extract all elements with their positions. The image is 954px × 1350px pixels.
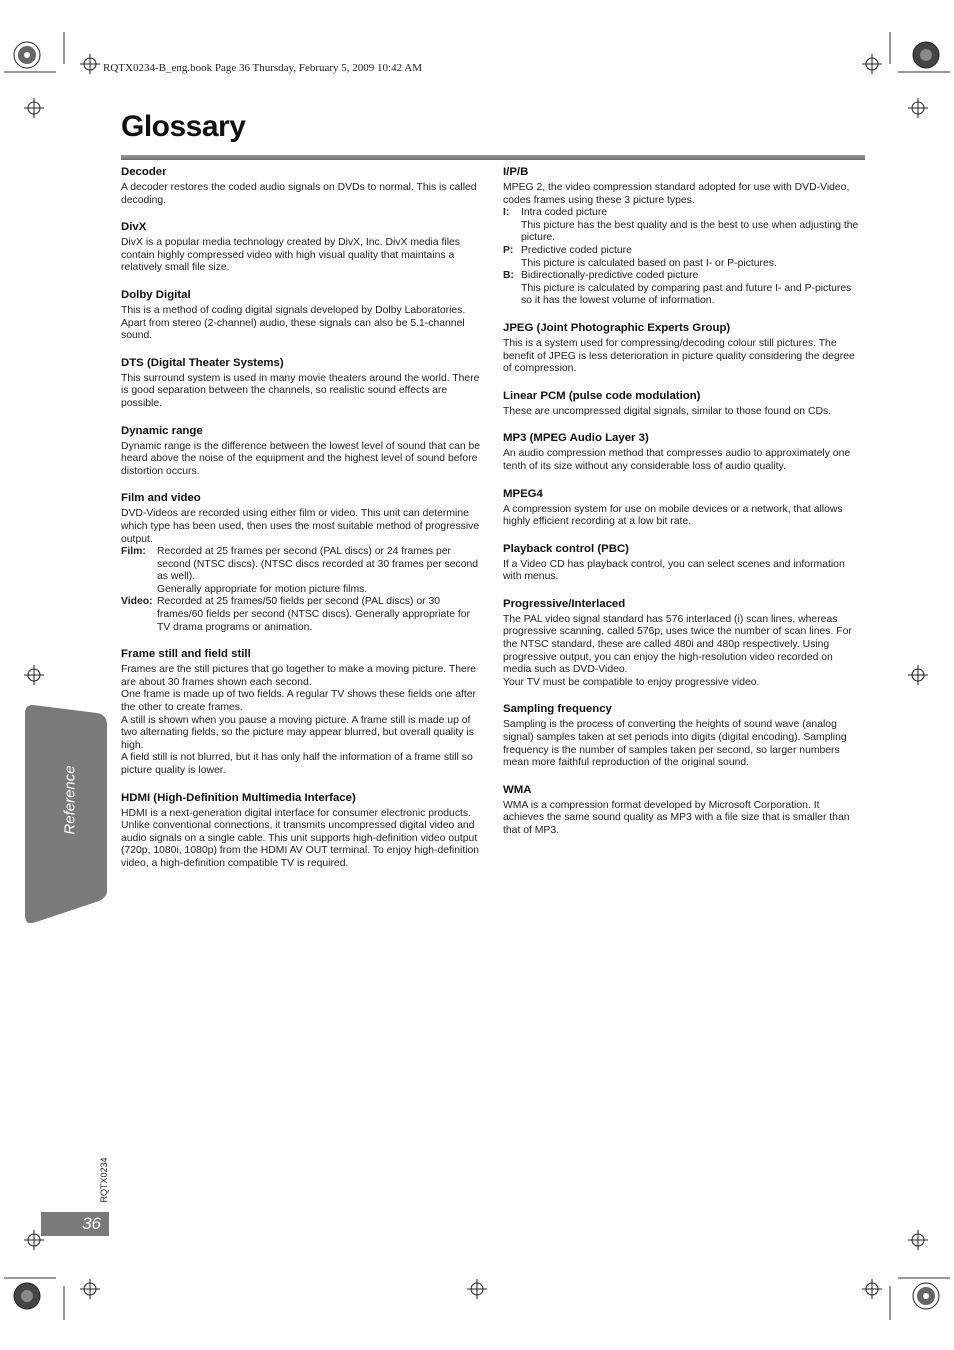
video-text: Recorded at 25 frames/50 fields per second (PAL discs) or 30 frames/60 fields per second (NTSC discs). Generally appropriate for TV drama programs or animation. [157, 596, 471, 633]
entry-divx [121, 220, 481, 275]
term-definition: A field still is not blurred, but it has only half the information of a frame still so picture quality is lower. [121, 752, 473, 776]
video-label: Video: [121, 596, 153, 608]
term-definition: MPEG 2, the video compression standard adopted for use with DVD-Video, codes frames using these 3 picture types. [503, 182, 850, 206]
i-text: Intra coded picture [521, 207, 608, 219]
term-definition: Sampling is the process of converting the heights of sound wave (analog signal) samples taken at set periods into digits (digital encoding). Sampling frequency is the number of samples taken per second, so larger numbers mean more faithful reproduction of the original sound. [503, 719, 847, 769]
term-definition: WMA is a compression format developed by Microsoft Corporation. It achieves the same sound quality as MP3 with a file size that is smaller than that of MP3. [503, 799, 850, 836]
term-definition: The PAL video signal standard has 576 interlaced (i) scan lines, whereas progressive scanning, called 576p, uses twice the number of scan lines. For the NTSC standard, these are called 480i and 480p respectively. Using progressive output, you can enjoy the high-resolution video recorded on media such as DVD-Video. [503, 613, 852, 676]
term-definition: One frame is made up of two fields. A regular TV shows these fields one after the other to create frames. [121, 689, 477, 714]
entry-mp3 [503, 431, 863, 473]
term-heading: Linear PCM (pulse code modulation) [503, 389, 701, 402]
term-definition: An audio compression method that compresses audio to approximately one tenth of its size without any considerable loss of audio quality. [503, 448, 851, 472]
entry-sampling-frequency [503, 702, 863, 769]
term-heading: Sampling frequency [503, 703, 612, 716]
star-target-icon [14, 42, 40, 68]
term-definition: HDMI is a next-generation digital interface for consumer electronic products. Unlike conventional connections, it transmits uncompressed digital video and audio signals on a single cable. This unit supports high-definition video output (720p, 1080i, 1080p) from the HDMI AV OUT terminal. To enjoy high-definition video, a high-definition compatible TV is required. [121, 807, 480, 869]
term-definition: If a Video CD has playback control, you can select scenes and information with menus. [503, 558, 845, 583]
term-heading: Decoder [121, 166, 167, 178]
entry-mpeg4 [503, 487, 863, 529]
page-title: Glossary [121, 110, 246, 143]
term-heading: DTS (Digital Theater Systems) [121, 356, 284, 369]
term-heading: WMA [503, 783, 532, 796]
film-text: Recorded at 25 frames per second (PAL discs) or 24 frames per second (NTSC discs). (NTSC discs recorded at 30 frames per second as well). [157, 546, 479, 583]
i-picture-definition [503, 207, 863, 220]
p-picture-definition [503, 245, 863, 258]
p-text: Predictive coded picture [521, 244, 632, 256]
entry-linear-pcm [503, 389, 863, 419]
film-note: Generally appropriate for motion picture films. [157, 583, 368, 595]
term-heading: Dynamic range [121, 424, 203, 437]
b-note: This picture is calculated by comparing past and future I- and P-pictures so it has the lowest volume of information. [521, 282, 852, 307]
term-definition: Dynamic range is the difference between the lowest level of sound that can be heard above the noise of the equipment and the highest level of sound before distortion occurs. [121, 440, 481, 477]
page-number: 36 [82, 1214, 101, 1233]
section-tab-label: Reference [61, 765, 79, 835]
title-rule [121, 155, 865, 160]
video-definition [121, 596, 481, 634]
film-label: Film: [121, 546, 146, 558]
film-definition [121, 546, 481, 584]
term-heading: MP3 (MPEG Audio Layer 3) [503, 432, 649, 445]
term-definition: This is a method of coding digital signals developed by Dolby Laboratories. Apart from stereo (2-channel) audio, these signals can also be 5.1-channel sound. [121, 304, 466, 342]
term-definition: A still is shown when you pause a moving picture. A frame still is made up of two alternating fields, so the picture may appear blurred, but overall quality is high. [121, 714, 474, 751]
term-heading: Playback control (PBC) [503, 542, 629, 555]
term-heading: JPEG (Joint Photographic Experts Group) [503, 321, 731, 334]
term-heading: Progressive/Interlaced [503, 597, 626, 610]
term-heading: MPEG4 [503, 487, 543, 500]
b-text: Bidirectionally-predictive coded picture [521, 270, 699, 282]
entry-jpeg [503, 321, 863, 376]
term-definition: This is a system used for compressing/decoding colour still pictures. The benefit of JPEG is less deterioration in picture quality considering the degree of compression. [503, 337, 855, 375]
term-definition: DivX is a popular media technology created by DivX, Inc. DivX media files contain highly compressed video with high visual quality that maintains a relatively small file size. [121, 237, 461, 274]
b-picture-definition [503, 270, 863, 283]
entry-dolby-digital [121, 288, 481, 343]
term-definition: A compression system for use on mobile devices or a network, that allows highly efficient recording at a low bit rate. [503, 503, 843, 528]
p-label: P: [503, 244, 514, 256]
entry-hdmi [121, 791, 481, 871]
entry-dynamic-range [121, 424, 481, 479]
term-definition: This surround system is used in many movie theaters around the world. There is good separation between the channels, so realistic sound effects are possible. [121, 372, 480, 409]
term-heading: Film and video [121, 492, 201, 505]
star-target-icon [913, 1283, 939, 1309]
term-heading: DivX [121, 221, 147, 234]
term-definition: These are uncompressed digital signals, similar to those found on CDs. [503, 405, 832, 417]
page-number-box [41, 1212, 109, 1236]
term-heading: Frame still and field still [121, 648, 251, 661]
term-note: Your TV must be compatible to enjoy progressive video. [503, 676, 760, 688]
document-code: RQTX0234 [99, 1157, 109, 1203]
entry-progressive-interlaced [503, 597, 863, 690]
entry-ipb [503, 165, 863, 308]
glossary-left-column [121, 165, 481, 884]
glossary-right-column [503, 165, 863, 851]
term-heading: Dolby Digital [121, 288, 191, 301]
b-label: B: [503, 270, 514, 282]
term-definition: A decoder restores the coded audio signals on DVDs to normal. This is called decoding. [121, 182, 477, 206]
term-heading: I/P/B [503, 166, 529, 178]
p-note: This picture is calculated based on past I- or P-pictures. [521, 257, 777, 269]
star-target-icon [14, 1283, 40, 1309]
entry-film-and-video [121, 491, 481, 634]
term-heading: HDMI (High-Definition Multimedia Interface) [121, 791, 356, 804]
entry-frame-still [121, 647, 481, 777]
entry-decoder [121, 165, 481, 207]
i-label: I: [503, 207, 510, 219]
star-target-icon [913, 42, 939, 68]
file-info-header: RQTX0234-B_eng.book Page 36 Thursday, February 5, 2009 10:42 AM [103, 62, 422, 74]
i-note: This picture has the best quality and is the best to use when adjusting the picture. [521, 219, 859, 244]
term-definition: DVD-Videos are recorded using either film or video. This unit can determine which type has been used, then uses the most suitable method of progressive output. [121, 508, 480, 545]
entry-dts [121, 356, 481, 411]
entry-wma [503, 783, 863, 838]
entry-pbc [503, 542, 863, 584]
term-definition: Frames are the still pictures that go together to make a moving picture. There are about 30 frames shown each second. [121, 664, 476, 688]
